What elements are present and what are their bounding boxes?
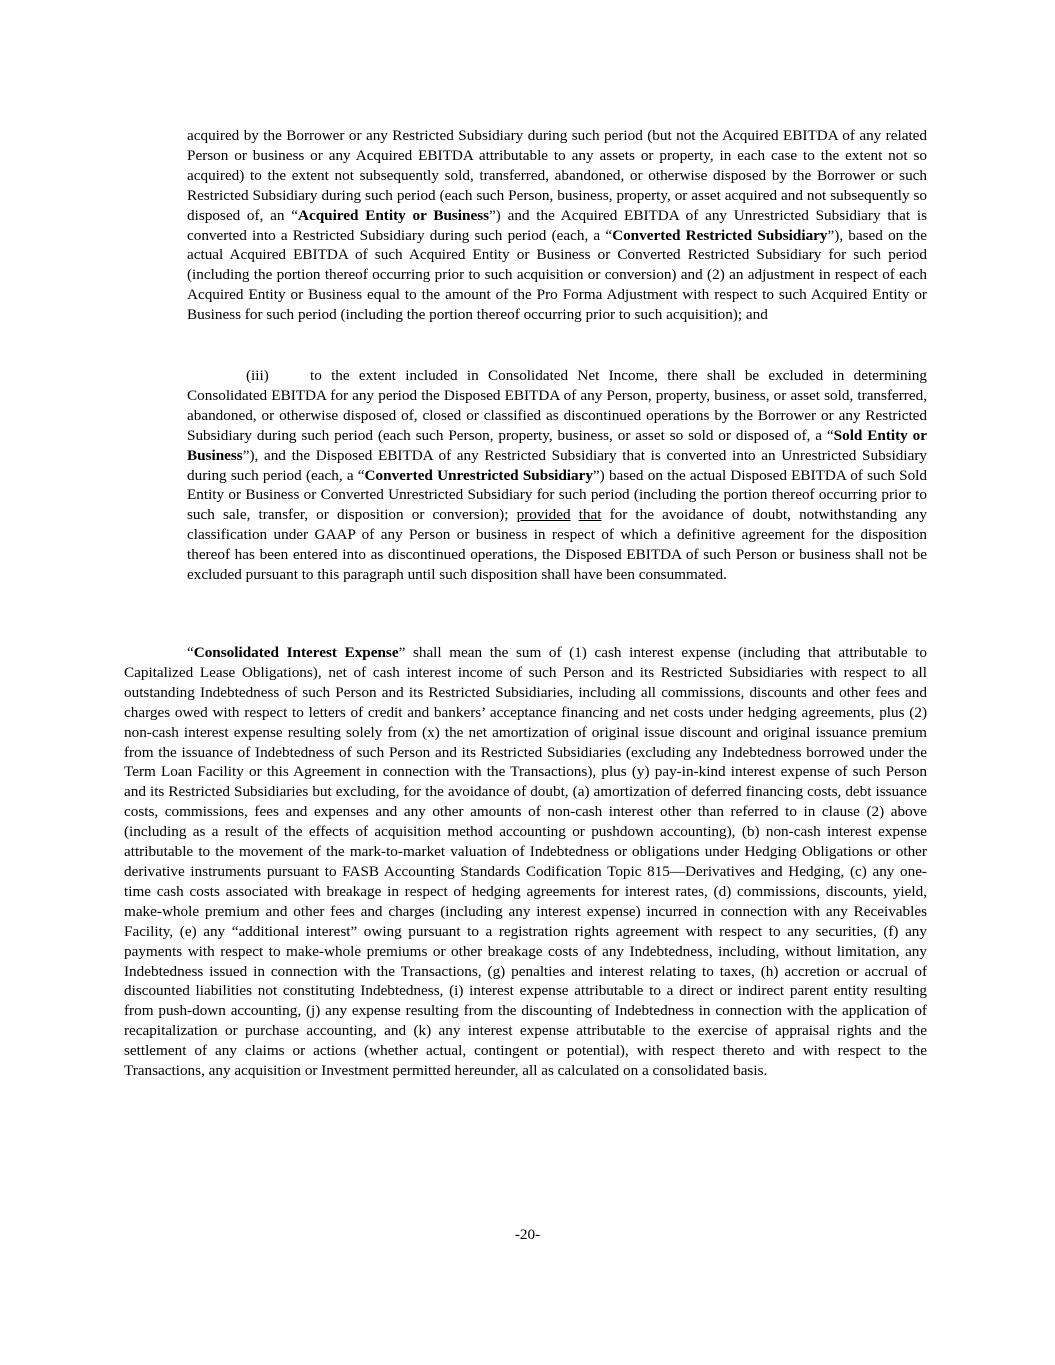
page-number: -20-: [514, 1226, 541, 1243]
underlined-that: that: [578, 506, 602, 524]
text-run: to the extent included in Consolidated Net Income, there shall be excluded in determining Consolidated EBITDA for any period the Disposed EBITDA of any Person, property, business, or asset sold, transferred, abandoned, or otherwise disposed of, closed or classified as discontinued operations by the Borrower or any Restricted Subsidiary during such period (each such Person, property, business, or asset so sold or disposed of, a “: [187, 367, 927, 444]
defined-term-acquired-entity-or-business: Acquired Entity or Business: [297, 206, 490, 224]
defined-term-sold-entity-or-business: Sold Entity or Business: [187, 426, 927, 464]
text-run: ”) and the Acquired EBITDA of any Unrestricted Subsidiary that is converted into a Restricted Subsidiary during such period (each, a “: [187, 206, 927, 244]
underlined-provided: provided: [516, 506, 571, 524]
text-run: ”) based on the actual Disposed EBITDA of such Sold Entity or Business or Converted Unrestricted Subsidiary for such period (including the portion thereof occurring prior to such sale, transfer, or disposition or conversion);: [187, 466, 927, 524]
text-run: ” shall mean the sum of (1) cash interest expense (including that attributable to Capitalized Lease Obligations), net of cash interest income of such Person and its Restricted Subsidiaries with respect to all outstanding Indebtedness of such Person and its Restricted Subsidiaries, including all commissions, discounts and other fees and charges owed with respect to letters of credit and bankers’ acceptance financing and net costs under hedging agreements, plus (2) non-cash interest expense resulting solely from (x) the net amortization of original issue discount and original issuance premium from the issuance of Indebtedness of such Person and its Restricted Subsidiaries (excluding any Indebtedness borrowed under the Term Loan Facility or this Agreement in connection with the Transactions), plus (y) pay-in-kind interest expense of such Person and its Restricted Subsidiaries but excluding, for the avoidance of doubt, (a) amortization of deferred financing costs, debt issuance costs, commissions, fees and expenses and any other amounts of non-cash interest other than referred to in clause (2) above (including as a result of the effects of acquisition method accounting or pushdown accounting), (b) non-cash interest expense attributable to the movement of the mark-to-market valuation of Indebtedness or obligations under Hedging Obligations or other derivative instruments pursuant to FASB Accounting Standards Codification Topic 815—Derivatives and Hedging, (c) any one-time cash costs associated with breakage in respect of hedging agreements for interest rates, (d) commissions, discounts, yield, make-whole premium and other fees and charges (including any interest expense) incurred in connection with any Receivables Facility, (e) any “additional interest” owing pursuant to a registration rights agreement with respect to any securities, (f) any payments with respect to make-whole premiums or other breakage costs of any Indebtedness, including, without limitation, any Indebtedness issued in connection with the Transactions, (g) penalties and interest relating to taxes, (h) accretion or accrual of discounted liabilities not constituting Indebtedness, (i) interest expense attributable to a direct or indirect parent entity resulting from push-down accounting, (j) any expense resulting from the discounting of Indebtedness in connection with the application of recapitalization or purchase accounting, and (k) any interest expense attributable to the exercise of appraisal rights and the settlement of any claims or actions (whether actual, contingent or potential), with respect thereto and with respect to the Transactions, any acquisition or Investment permitted hereunder, all as calculated on a consolidated basis.: [124, 644, 927, 1080]
defined-term-converted-restricted-subsidiary: Converted Restricted Subsidiary: [612, 226, 828, 244]
text-run: acquired by the Borrower or any Restricted Subsidiary during such period (but not the Acquired EBITDA of any related Person or business or any Acquired EBITDA attributable to any assets or property, in each case to the extent not so acquired) to the extent not subsequently sold, transferred, abandoned, or otherwise disposed by the Borrower or such Restricted Subsidiary during such period (each such Person, business, property, or asset acquired and not subsequently so disposed of, an “: [187, 127, 927, 224]
defined-term-converted-unrestricted-subsidiary: Converted Unrestricted Subsidiary: [364, 466, 593, 484]
paragraph-clause-iii: [187, 366, 927, 585]
paragraph-acquired-entity: [187, 126, 927, 325]
text-run: for the avoidance of doubt, notwithstanding any classification under GAAP of any Person or business in respect of which a definitive agreement for the disposition thereof has been entered into as discontinued operations, the Disposed EBITDA of such Person or business shall not be excluded pursuant to this paragraph until such disposition shall have been consummated.: [187, 506, 927, 584]
text-run: ”), based on the actual Acquired EBITDA of such Acquired Entity or Business or Converted Restricted Subsidiary for such period (including the portion thereof occurring prior to such acquisition or conversion) and (2) an adjustment in respect of each Acquired Entity or Business equal to the amount of the Pro Forma Adjustment with respect to such Acquired Entity or Business for such period (including the portion thereof occurring prior to such acquisition); and: [187, 226, 927, 324]
text-run: ”), and the Disposed EBITDA of any Restricted Subsidiary that is converted into an Unrestricted Subsidiary during such period (each, a “: [187, 446, 927, 484]
clause-numeral: (iii): [246, 367, 269, 384]
text-run: [571, 506, 579, 523]
paragraph-consolidated-interest-expense: [124, 643, 927, 1081]
defined-term-consolidated-interest-expense: Consolidated Interest Expense: [193, 644, 399, 661]
text-run: “: [187, 644, 194, 661]
